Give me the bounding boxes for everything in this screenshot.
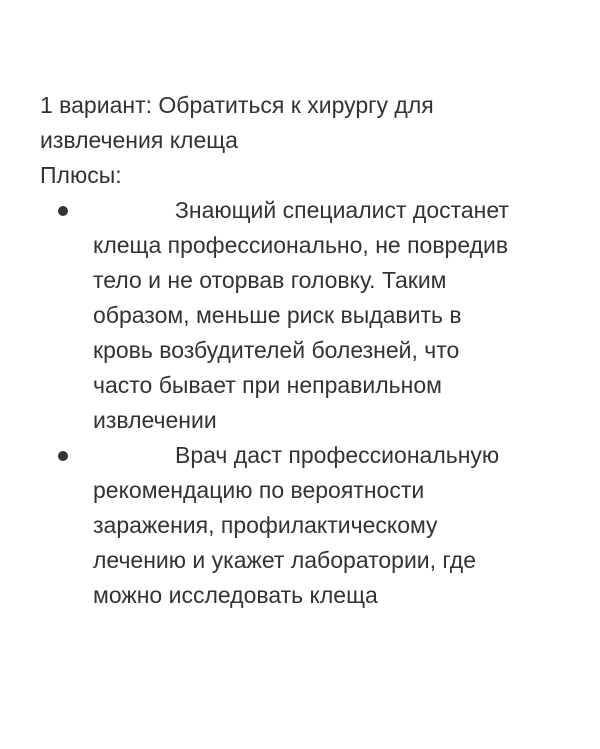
- pro-1-line-5: кровь возбудителей болезней, что: [93, 337, 460, 363]
- document-body: [40, 88, 570, 613]
- list-item: [40, 438, 570, 613]
- pro-1-line-3: тело и не оторвав головку. Таким: [93, 267, 447, 293]
- bullet-icon: [58, 206, 68, 216]
- pro-2-line-3: заражения, профилактическому: [93, 512, 438, 538]
- heading-line-1: 1 вариант: Обратиться к хирургу для: [40, 92, 434, 118]
- bullet-icon: [58, 451, 68, 461]
- pros-list: [40, 193, 570, 613]
- pro-2-line-4: лечению и укажет лаборатории, где: [93, 547, 477, 573]
- pro-2-line-1: Врач даст профессиональную: [175, 442, 500, 468]
- pro-1-line-7: извлечении: [93, 407, 217, 433]
- pro-1-line-1: Знающий специалист достанет: [175, 197, 509, 223]
- pro-1-line-2: клеща профессионально, не повредив: [93, 232, 509, 258]
- pros-label: Плюсы:: [40, 162, 122, 188]
- heading-line-2: извлечения клеща: [40, 127, 238, 153]
- pro-1-line-4: образом, меньше риск выдавить в: [93, 302, 462, 328]
- pro-1-line-6: часто бывает при неправильном: [93, 372, 442, 398]
- pro-2-line-5: можно исследовать клеща: [93, 582, 378, 608]
- pro-2-line-2: рекомендацию по вероятности: [93, 477, 425, 503]
- list-item: [40, 193, 570, 438]
